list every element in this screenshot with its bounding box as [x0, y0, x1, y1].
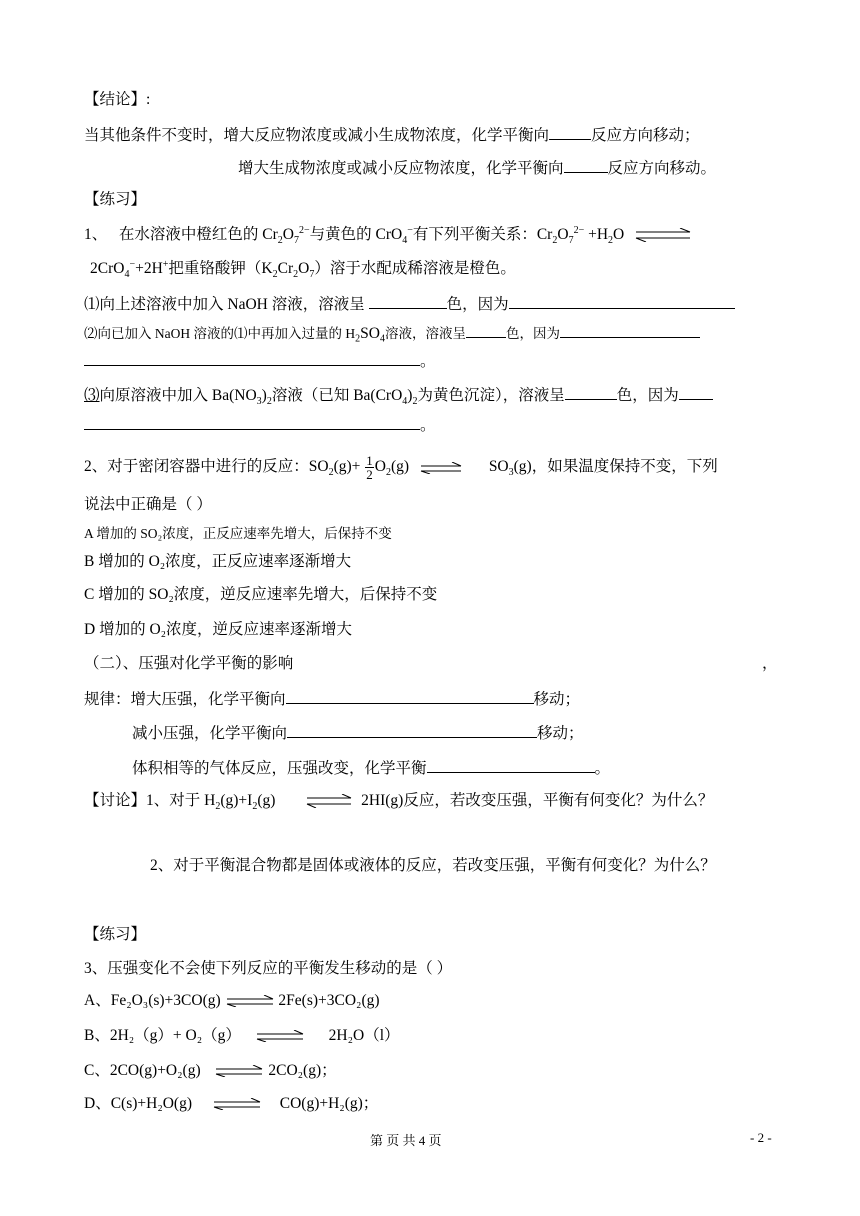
- q1-part-3-cont: 。: [84, 414, 436, 436]
- rule-3: 体积相等的气体反应，压强改变，化学平衡 。: [132, 757, 610, 779]
- blank[interactable]: [509, 293, 735, 309]
- blank[interactable]: [287, 722, 537, 738]
- page-number: - 2 -: [750, 1130, 772, 1145]
- blank[interactable]: [564, 157, 608, 173]
- rule-2: 减小压强，化学平衡向 移动；: [132, 722, 584, 744]
- equilibrium-arrow-icon: [255, 1030, 305, 1042]
- conclusion-heading: 【结论】:: [84, 91, 151, 108]
- q2-option-b: B 增加的 O₂浓度，正反应速率逐渐增大: [84, 553, 352, 570]
- conclusion-line-2: 增大生成物浓度或减小反应物浓度，化学平衡向 反应方向移动。: [238, 157, 716, 179]
- rule-1: 规律：增大压强，化学平衡向 移动；: [84, 688, 580, 710]
- equilibrium-arrow-icon: [305, 794, 353, 808]
- equilibrium-arrow-icon: [225, 995, 275, 1007]
- fraction-half: $\frac{1}{2}$: [366, 453, 373, 482]
- q3-option-b: B、2H₂（g）+ O₂（g） 2H₂O（l）: [84, 1027, 400, 1044]
- conclusion-line-1: 当其他条件不变时，增大反应物浓度或减小生成物浓度，化学平衡向 反应方向移动；: [84, 124, 700, 146]
- q1-part-3: ⑶向原溶液中加入 $Ba(NO_3)_2$溶液（已知 $Ba(CrO_4)_2$为黄色沉淀），溶液呈 色，因为: [84, 384, 713, 406]
- q1-stem-2: 2CrO$_4$−+2H+把重铬酸钾$(K_2Cr_2O_7)$溶于水配成稀溶液是橙色。: [90, 258, 516, 281]
- q2-option-c: C 增加的 SO₂浓度，逆反应速率先增大，后保持不变: [84, 586, 438, 603]
- q1-part-1: ⑴向上述溶液中加入 NaOH 溶液，溶液呈 色，因为: [84, 293, 735, 315]
- blank[interactable]: [286, 688, 534, 704]
- blank[interactable]: [549, 124, 591, 140]
- q1-part-2-cont: 。: [84, 350, 436, 372]
- q2-stem: 2、对于密闭容器中进行的反应：$SO_2(g)+$ $\frac{1}{2}$ $O_2(g)$ $SO_3(g)$，如果温度保持不变，下列: [84, 453, 718, 482]
- q2-stem-2: 说法中正确是（ ）: [84, 496, 212, 513]
- q2-option-d: D 增加的 O₂浓度，逆反应速率逐渐增大: [84, 621, 353, 638]
- blank[interactable]: [565, 384, 617, 400]
- blank[interactable]: [560, 322, 700, 338]
- blank[interactable]: [84, 350, 420, 366]
- practice-heading: 【练习】: [84, 191, 147, 208]
- q1-part-2: ⑵向已加入 NaOH 溶液的⑴中再加入过量的 $H_2SO_4$溶液，溶液呈 色，因为: [84, 322, 700, 344]
- blank[interactable]: [427, 757, 595, 773]
- discussion-2: 2、对于平衡混合物都是固体或液体的反应，若改变压强，平衡有何变化？为什么？: [150, 857, 716, 874]
- blank[interactable]: [369, 293, 447, 309]
- blank[interactable]: [679, 384, 713, 400]
- q2-option-a: A 增加的 SO₂浓度，正反应速率先增大，后保持不变: [84, 526, 392, 541]
- equilibrium-arrow-icon: [419, 462, 463, 474]
- practice-heading-2: 【练习】: [84, 926, 147, 943]
- section-title: （二）、压强对化学平衡的影响: [84, 655, 294, 672]
- section-comma: ，: [762, 655, 778, 672]
- q3-option-a: A、Fe₂O₃(s)+3CO(g) 2Fe(s)+3CO₂(g): [84, 992, 380, 1009]
- q3-option-c: C、2CO(g)+O₂(g) 2CO₂(g)；: [84, 1062, 337, 1079]
- page-footer: 第 页 共 4 页: [370, 1133, 442, 1148]
- q3-option-d: D、C(s)+H₂O(g) CO(g)+H₂(g)；: [84, 1095, 379, 1112]
- q1-stem: 1、 在水溶液中橙红色的 $Cr_2O_7^{2-}$与黄色的 CrO$_4$−有下列平衡关系：$Cr_2O_7^{2-} +H_2O$: [84, 225, 692, 245]
- blank[interactable]: [466, 322, 506, 338]
- equilibrium-arrow-icon: [214, 1065, 264, 1077]
- discussion-1: 【讨论】1、对于 $H_2(g)+I_2(g)$ 2HI(g)反应，若改变压强，平衡有何变化？为什么？: [84, 792, 714, 813]
- equilibrium-arrow-icon: [634, 228, 692, 242]
- q3-stem: 3、压强变化不会使下列反应的平衡发生移动的是（ ）: [84, 960, 453, 977]
- blank[interactable]: [84, 414, 420, 430]
- equilibrium-arrow-icon: [212, 1098, 262, 1110]
